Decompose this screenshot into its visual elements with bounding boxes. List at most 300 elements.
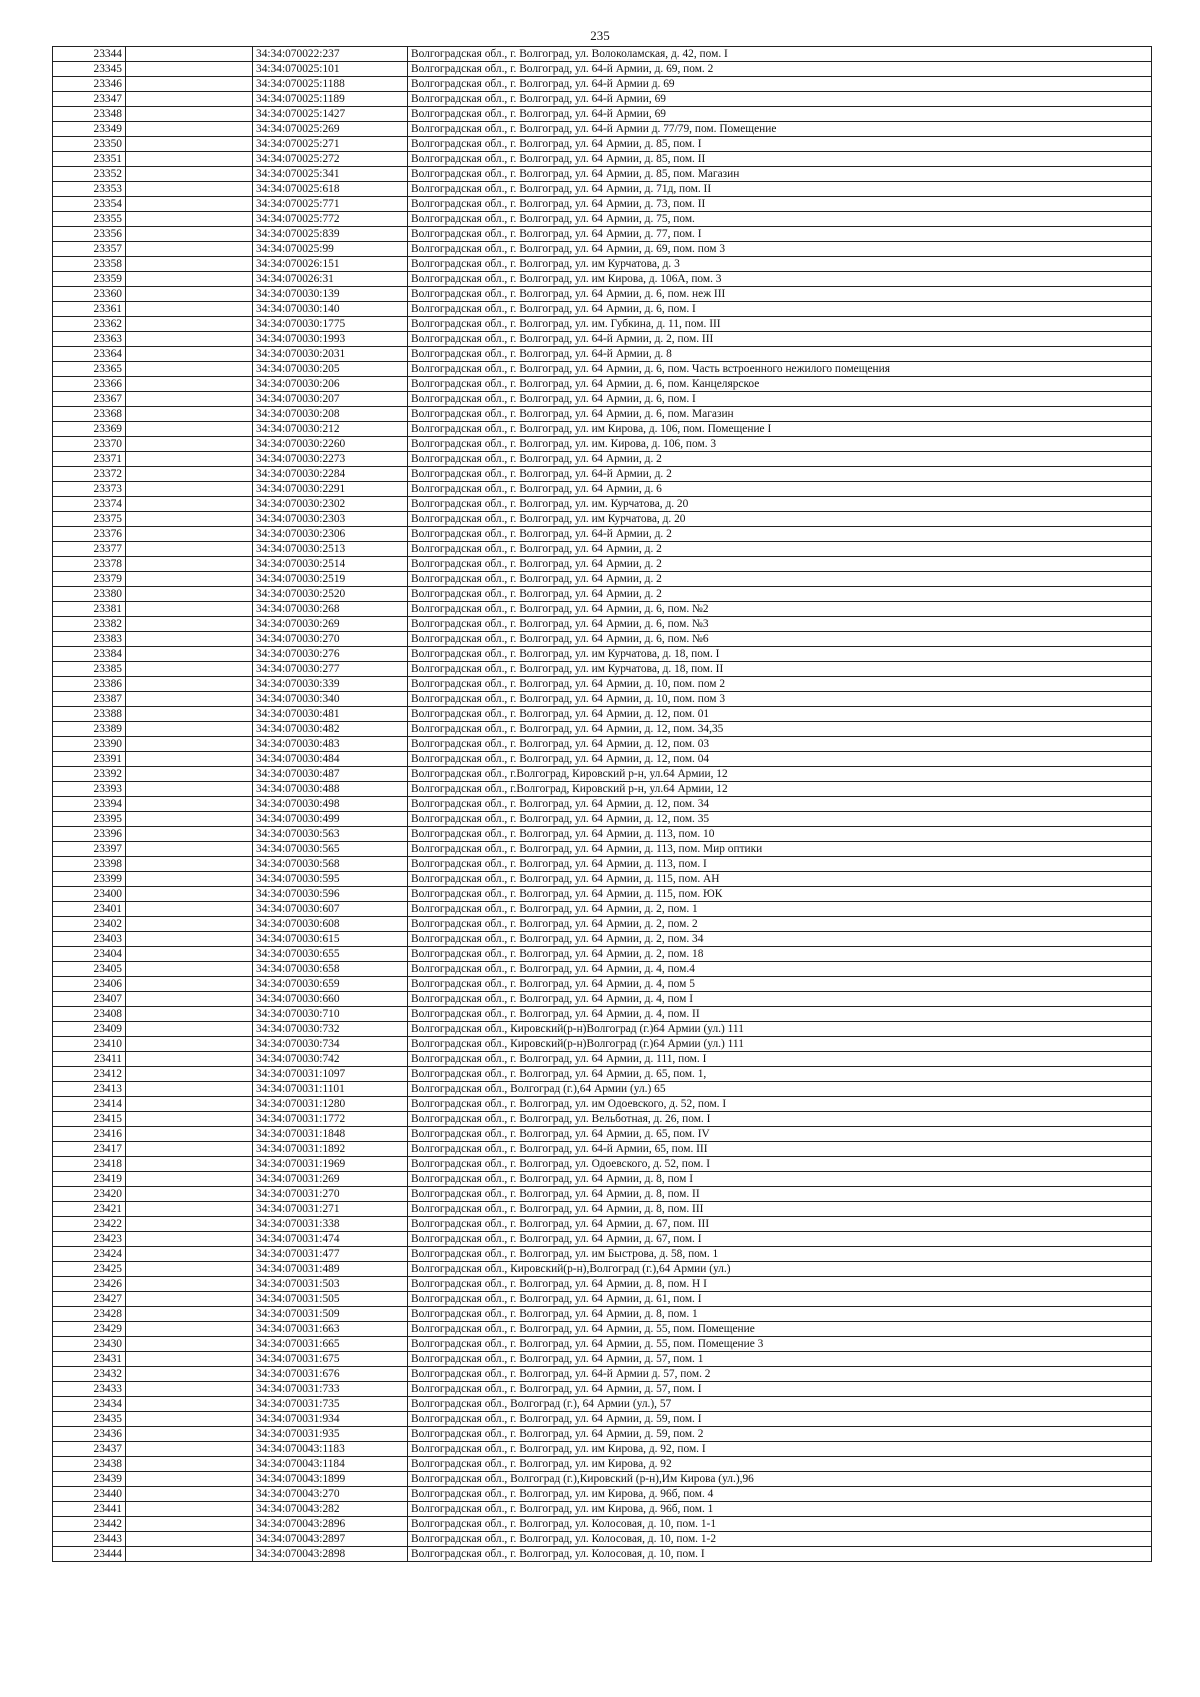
cadastral-number-cell: 34:34:070031:477 — [253, 1247, 408, 1262]
address-cell: Волгоградская обл., г. Волгоград, ул. 64 Армии, д. 2, пом. 2 — [408, 917, 1152, 932]
table-row — [53, 47, 1152, 62]
cadastral-number-cell: 34:34:070031:733 — [253, 1382, 408, 1397]
row-number-cell: 23388 — [53, 707, 126, 722]
cadastral-number-cell: 34:34:070030:207 — [253, 392, 408, 407]
table-row — [53, 1172, 1152, 1187]
cadastral-number-cell: 34:34:070031:505 — [253, 1292, 408, 1307]
table-row — [53, 362, 1152, 377]
empty-cell — [126, 842, 253, 857]
row-number-cell: 23369 — [53, 422, 126, 437]
empty-cell — [126, 1532, 253, 1547]
address-cell: Волгоградская обл., г. Волгоград, ул. 64 Армии, д. 85, пом. II — [408, 152, 1152, 167]
address-cell: Волгоградская обл., г. Волгоград, ул. 64 Армии, д. 10, пом. пом 3 — [408, 692, 1152, 707]
row-number-cell: 23404 — [53, 947, 126, 962]
row-number-cell: 23380 — [53, 587, 126, 602]
address-cell: Волгоградская обл., г. Волгоград, ул. им Кирова, д. 106А, пом. 3 — [408, 272, 1152, 287]
row-number-cell: 23350 — [53, 137, 126, 152]
table-row — [53, 137, 1152, 152]
table-row — [53, 797, 1152, 812]
row-number-cell: 23434 — [53, 1397, 126, 1412]
row-number-cell: 23417 — [53, 1142, 126, 1157]
empty-cell — [126, 707, 253, 722]
row-number-cell: 23347 — [53, 92, 126, 107]
cadastral-number-cell: 34:34:070025:618 — [253, 182, 408, 197]
address-cell: Волгоградская обл., г. Волгоград, ул. им. Губкина, д. 11, пом. III — [408, 317, 1152, 332]
empty-cell — [126, 572, 253, 587]
table-row — [53, 1247, 1152, 1262]
row-number-cell: 23375 — [53, 512, 126, 527]
table-row — [53, 1037, 1152, 1052]
table-row — [53, 1472, 1152, 1487]
address-cell: Волгоградская обл., г. Волгоград, ул. им Кирова, д. 92 — [408, 1457, 1152, 1472]
cadastral-number-cell: 34:34:070026:31 — [253, 272, 408, 287]
row-number-cell: 23413 — [53, 1082, 126, 1097]
table-row — [53, 1547, 1152, 1562]
address-cell: Волгоградская обл., г. Волгоград, ул. 64 Армии, д. 6, пом. неж III — [408, 287, 1152, 302]
empty-cell — [126, 467, 253, 482]
address-cell: Волгоградская обл., г. Волгоград, ул. 64 Армии, д. 2, пом. 1 — [408, 902, 1152, 917]
empty-cell — [126, 962, 253, 977]
row-number-cell: 23349 — [53, 122, 126, 137]
table-row — [53, 437, 1152, 452]
table-row — [53, 62, 1152, 77]
cadastral-number-cell: 34:34:070043:2896 — [253, 1517, 408, 1532]
address-cell: Волгоградская обл., г. Волгоград, ул. 64 Армии, д. 55, пом. Помещение 3 — [408, 1337, 1152, 1352]
address-cell: Волгоградская обл., г. Волгоград, ул. им. Кирова, д. 106, пом. 3 — [408, 437, 1152, 452]
row-number-cell: 23401 — [53, 902, 126, 917]
cadastral-number-cell: 34:34:070030:340 — [253, 692, 408, 707]
empty-cell — [126, 1037, 253, 1052]
empty-cell — [126, 1517, 253, 1532]
cadastral-number-cell: 34:34:070031:489 — [253, 1262, 408, 1277]
table-row — [53, 932, 1152, 947]
cadastral-number-cell: 34:34:070025:772 — [253, 212, 408, 227]
table-row — [53, 92, 1152, 107]
empty-cell — [126, 677, 253, 692]
table-row — [53, 662, 1152, 677]
empty-cell — [126, 602, 253, 617]
empty-cell — [126, 1082, 253, 1097]
row-number-cell: 23414 — [53, 1097, 126, 1112]
table-row — [53, 332, 1152, 347]
empty-cell — [126, 542, 253, 557]
table-row — [53, 1217, 1152, 1232]
table-row — [53, 152, 1152, 167]
address-cell: Волгоградская обл., г. Волгоград, ул. 64 Армии, д. 4, пом.4 — [408, 962, 1152, 977]
cadastral-number-cell: 34:34:070030:2031 — [253, 347, 408, 362]
row-number-cell: 23419 — [53, 1172, 126, 1187]
page-number: 235 — [590, 28, 610, 43]
row-number-cell: 23379 — [53, 572, 126, 587]
empty-cell — [126, 1217, 253, 1232]
address-cell: Волгоградская обл., г. Волгоград, ул. 64 Армии, д. 4, пом 5 — [408, 977, 1152, 992]
table-row — [53, 527, 1152, 542]
row-number-cell: 23444 — [53, 1547, 126, 1562]
table-row — [53, 182, 1152, 197]
row-number-cell: 23348 — [53, 107, 126, 122]
table-row — [53, 692, 1152, 707]
row-number-cell: 23390 — [53, 737, 126, 752]
address-cell: Волгоградская обл., г. Волгоград, ул. 64 Армии, д. 8, пом. II — [408, 1187, 1152, 1202]
row-number-cell: 23358 — [53, 257, 126, 272]
address-cell: Волгоградская обл., г. Волгоград, ул. им Курчатова, д. 18, пом. I — [408, 647, 1152, 662]
address-cell: Волгоградская обл., Волгоград (г.),Кировский (р-н),Им Кирова (ул.),96 — [408, 1472, 1152, 1487]
cadastral-number-cell: 34:34:070030:339 — [253, 677, 408, 692]
empty-cell — [126, 1277, 253, 1292]
table-row — [53, 407, 1152, 422]
row-number-cell: 23363 — [53, 332, 126, 347]
cadastral-number-cell: 34:34:070030:206 — [253, 377, 408, 392]
table-row — [53, 677, 1152, 692]
empty-cell — [126, 1262, 253, 1277]
address-cell: Волгоградская обл., г. Волгоград, ул. 64 Армии, д. 6, пом. №2 — [408, 602, 1152, 617]
cadastral-number-cell: 34:34:070031:1280 — [253, 1097, 408, 1112]
row-number-cell: 23362 — [53, 317, 126, 332]
cadastral-number-cell: 34:34:070030:276 — [253, 647, 408, 662]
table-row — [53, 1487, 1152, 1502]
table-row — [53, 242, 1152, 257]
row-number-cell: 23410 — [53, 1037, 126, 1052]
address-cell: Волгоградская обл., г. Волгоград, ул. 64 Армии, д. 8, пом. 1 — [408, 1307, 1152, 1322]
row-number-cell: 23382 — [53, 617, 126, 632]
empty-cell — [126, 1397, 253, 1412]
empty-cell — [126, 812, 253, 827]
cadastral-number-cell: 34:34:070030:270 — [253, 632, 408, 647]
empty-cell — [126, 437, 253, 452]
cadastral-number-cell: 34:34:070030:615 — [253, 932, 408, 947]
table-row — [53, 1022, 1152, 1037]
cadastral-number-cell: 34:34:070031:338 — [253, 1217, 408, 1232]
table-row — [53, 1067, 1152, 1082]
table-row — [53, 227, 1152, 242]
row-number-cell: 23389 — [53, 722, 126, 737]
table-row — [53, 1142, 1152, 1157]
cadastral-number-cell: 34:34:070031:663 — [253, 1322, 408, 1337]
empty-cell — [126, 1382, 253, 1397]
row-number-cell: 23356 — [53, 227, 126, 242]
row-number-cell: 23433 — [53, 1382, 126, 1397]
row-number-cell: 23359 — [53, 272, 126, 287]
table-row — [53, 887, 1152, 902]
empty-cell — [126, 212, 253, 227]
empty-cell — [126, 872, 253, 887]
cadastral-number-cell: 34:34:070030:596 — [253, 887, 408, 902]
empty-cell — [126, 77, 253, 92]
row-number-cell: 23415 — [53, 1112, 126, 1127]
address-cell: Волгоградская обл., г. Волгоград, ул. 64 Армии, д. 10, пом. пом 2 — [408, 677, 1152, 692]
row-number-cell: 23366 — [53, 377, 126, 392]
address-cell: Волгоградская обл., г. Волгоград, ул. 64 Армии, д. 111, пом. I — [408, 1052, 1152, 1067]
address-cell: Волгоградская обл., г. Волгоград, ул. им Курчатова, д. 3 — [408, 257, 1152, 272]
table-row — [53, 452, 1152, 467]
empty-cell — [126, 512, 253, 527]
cadastral-number-cell: 34:34:070030:568 — [253, 857, 408, 872]
table-row — [53, 1412, 1152, 1427]
empty-cell — [126, 1157, 253, 1172]
table-row — [53, 347, 1152, 362]
empty-cell — [126, 752, 253, 767]
table-row — [53, 977, 1152, 992]
table-row — [53, 1127, 1152, 1142]
cadastral-number-cell: 34:34:070025:272 — [253, 152, 408, 167]
table-row — [53, 512, 1152, 527]
empty-cell — [126, 1232, 253, 1247]
address-cell: Волгоградская обл., г. Волгоград, ул. 64-й Армии, 65, пом. III — [408, 1142, 1152, 1157]
address-cell: Волгоградская обл., г. Волгоград, ул. 64 Армии, д. 12, пом. 34 — [408, 797, 1152, 812]
cadastral-number-cell: 34:34:070030:658 — [253, 962, 408, 977]
cadastral-number-cell: 34:34:070031:1969 — [253, 1157, 408, 1172]
cadastral-number-cell: 34:34:070022:237 — [253, 47, 408, 62]
address-cell: Волгоградская обл., г. Волгоград, ул. Одоевского, д. 52, пом. I — [408, 1157, 1152, 1172]
cadastral-number-cell: 34:34:070030:1993 — [253, 332, 408, 347]
row-number-cell: 23411 — [53, 1052, 126, 1067]
address-cell: Волгоградская обл., г. Волгоград, ул. 64 Армии, д. 65, пом. 1, — [408, 1067, 1152, 1082]
row-number-cell: 23353 — [53, 182, 126, 197]
table-row — [53, 707, 1152, 722]
table-row — [53, 1322, 1152, 1337]
cadastral-number-cell: 34:34:070025:341 — [253, 167, 408, 182]
cadastral-number-cell: 34:34:070025:271 — [253, 137, 408, 152]
row-number-cell: 23441 — [53, 1502, 126, 1517]
row-number-cell: 23431 — [53, 1352, 126, 1367]
address-cell: Волгоградская обл., г. Волгоград, ул. им Кирова, д. 96б, пом. 4 — [408, 1487, 1152, 1502]
address-cell: Волгоградская обл., г. Волгоград, ул. Вельботная, д. 26, пом. I — [408, 1112, 1152, 1127]
row-number-cell: 23439 — [53, 1472, 126, 1487]
cadastral-number-cell: 34:34:070030:212 — [253, 422, 408, 437]
cadastral-number-cell: 34:34:070031:1772 — [253, 1112, 408, 1127]
row-number-cell: 23384 — [53, 647, 126, 662]
address-cell: Волгоградская обл., г. Волгоград, ул. 64 Армии, д. 2 — [408, 452, 1152, 467]
empty-cell — [126, 1427, 253, 1442]
cadastral-number-cell: 34:34:070031:503 — [253, 1277, 408, 1292]
cadastral-number-cell: 34:34:070030:595 — [253, 872, 408, 887]
table-row — [53, 542, 1152, 557]
empty-cell — [126, 197, 253, 212]
empty-cell — [126, 1202, 253, 1217]
empty-cell — [126, 557, 253, 572]
address-cell: Волгоградская обл., г. Волгоград, ул. 64 Армии, д. 12, пом. 01 — [408, 707, 1152, 722]
table-row — [53, 392, 1152, 407]
row-number-cell: 23440 — [53, 1487, 126, 1502]
table-row — [53, 857, 1152, 872]
table-row — [53, 947, 1152, 962]
empty-cell — [126, 362, 253, 377]
address-cell: Волгоградская обл., г. Волгоград, ул. им Быстрова, д. 58, пом. 1 — [408, 1247, 1152, 1262]
table-row — [53, 722, 1152, 737]
address-cell: Волгоградская обл., г. Волгоград, ул. 64-й Армии д. 57, пом. 2 — [408, 1367, 1152, 1382]
table-row — [53, 782, 1152, 797]
address-cell: Волгоградская обл., г. Волгоград, ул. 64 Армии, д. 4, пом I — [408, 992, 1152, 1007]
empty-cell — [126, 107, 253, 122]
cadastral-number-cell: 34:34:070030:483 — [253, 737, 408, 752]
empty-cell — [126, 1112, 253, 1127]
empty-cell — [126, 902, 253, 917]
table-row — [53, 602, 1152, 617]
table-row — [53, 212, 1152, 227]
cadastral-number-cell: 34:34:070030:2273 — [253, 452, 408, 467]
row-number-cell: 23399 — [53, 872, 126, 887]
address-cell: Волгоградская обл., г. Волгоград, ул. 64 Армии, д. 2, пом. 18 — [408, 947, 1152, 962]
cadastral-number-cell: 34:34:070030:660 — [253, 992, 408, 1007]
table-row — [53, 1427, 1152, 1442]
address-cell: Волгоградская обл., г. Волгоград, ул. 64 Армии, д. 6, пом. Канцелярское — [408, 377, 1152, 392]
cadastral-number-cell: 34:34:070030:2303 — [253, 512, 408, 527]
address-cell: Волгоградская обл., г. Волгоград, ул. 64 Армии, д. 8, пом. III — [408, 1202, 1152, 1217]
address-cell: Волгоградская обл., г. Волгоград, ул. 64 Армии, д. 12, пом. 04 — [408, 752, 1152, 767]
address-cell: Волгоградская обл., г. Волгоград, ул. 64 Армии, д. 61, пом. I — [408, 1292, 1152, 1307]
row-number-cell: 23396 — [53, 827, 126, 842]
address-cell: Волгоградская обл., г. Волгоград, ул. 64 Армии, д. 73, пом. II — [408, 197, 1152, 212]
table-row — [53, 77, 1152, 92]
address-cell: Волгоградская обл., г. Волгоград, ул. 64 Армии, д. 75, пом. — [408, 212, 1152, 227]
address-cell: Волгоградская обл., г. Волгоград, ул. 64-й Армии, 69 — [408, 107, 1152, 122]
address-cell: Волгоградская обл., г. Волгоград, ул. им Кирова, д. 96б, пом. 1 — [408, 1502, 1152, 1517]
table-row — [53, 377, 1152, 392]
address-cell: Волгоградская обл., г. Волгоград, ул. 64 Армии, д. 59, пом. 2 — [408, 1427, 1152, 1442]
empty-cell — [126, 617, 253, 632]
empty-cell — [126, 452, 253, 467]
empty-cell — [126, 767, 253, 782]
empty-cell — [126, 932, 253, 947]
cadastral-number-cell: 34:34:070030:659 — [253, 977, 408, 992]
address-cell: Волгоградская обл., г. Волгоград, ул. 64 Армии, д. 8, пом I — [408, 1172, 1152, 1187]
cadastral-number-cell: 34:34:070025:101 — [253, 62, 408, 77]
cadastral-number-cell: 34:34:070031:271 — [253, 1202, 408, 1217]
empty-cell — [126, 1142, 253, 1157]
address-cell: Волгоградская обл., г. Волгоград, ул. 64 Армии, д. 113, пом. 10 — [408, 827, 1152, 842]
table-row — [53, 632, 1152, 647]
cadastral-number-cell: 34:34:070043:2898 — [253, 1547, 408, 1562]
row-number-cell: 23412 — [53, 1067, 126, 1082]
table-row — [53, 1532, 1152, 1547]
empty-cell — [126, 1007, 253, 1022]
table-row — [53, 902, 1152, 917]
table-row — [53, 1082, 1152, 1097]
row-number-cell: 23377 — [53, 542, 126, 557]
row-number-cell: 23400 — [53, 887, 126, 902]
table-row — [53, 497, 1152, 512]
cadastral-number-cell: 34:34:070031:934 — [253, 1412, 408, 1427]
address-cell: Волгоградская обл., г. Волгоград, ул. 64 Армии, д. 67, пом. III — [408, 1217, 1152, 1232]
empty-cell — [126, 407, 253, 422]
empty-cell — [126, 302, 253, 317]
address-cell: Волгоградская обл., г. Волгоград, ул. 64 Армии, д. 6, пом. I — [408, 392, 1152, 407]
row-number-cell: 23436 — [53, 1427, 126, 1442]
address-cell: Волгоградская обл., г. Волгоград, ул. 64 Армии, д. 77, пом. I — [408, 227, 1152, 242]
cadastral-number-cell: 34:34:070030:607 — [253, 902, 408, 917]
cadastral-number-cell: 34:34:070026:151 — [253, 257, 408, 272]
empty-cell — [126, 317, 253, 332]
table-row — [53, 827, 1152, 842]
cadastral-number-cell: 34:34:070043:1899 — [253, 1472, 408, 1487]
table-row — [53, 1097, 1152, 1112]
empty-cell — [126, 242, 253, 257]
table-row — [53, 197, 1152, 212]
cadastral-number-cell: 34:34:070030:488 — [253, 782, 408, 797]
address-cell: Волгоградская обл., г. Волгоград, ул. 64-й Армии д. 77/79, пом. Помещение — [408, 122, 1152, 137]
empty-cell — [126, 692, 253, 707]
table-row — [53, 737, 1152, 752]
row-number-cell: 23427 — [53, 1292, 126, 1307]
row-number-cell: 23385 — [53, 662, 126, 677]
row-number-cell: 23395 — [53, 812, 126, 827]
address-cell: Волгоградская обл., г. Волгоград, ул. 64-й Армии, д. 8 — [408, 347, 1152, 362]
table-row — [53, 107, 1152, 122]
cadastral-number-cell: 34:34:070030:1775 — [253, 317, 408, 332]
cadastral-number-cell: 34:34:070025:1427 — [253, 107, 408, 122]
row-number-cell: 23392 — [53, 767, 126, 782]
empty-cell — [126, 977, 253, 992]
empty-cell — [126, 857, 253, 872]
table-row — [53, 1352, 1152, 1367]
cadastral-number-cell: 34:34:070030:2514 — [253, 557, 408, 572]
row-number-cell: 23420 — [53, 1187, 126, 1202]
row-number-cell: 23387 — [53, 692, 126, 707]
address-cell: Волгоградская обл., г. Волгоград, ул. 64 Армии, д. 59, пом. I — [408, 1412, 1152, 1427]
row-number-cell: 23360 — [53, 287, 126, 302]
cadastral-number-cell: 34:34:070043:1183 — [253, 1442, 408, 1457]
address-cell: Волгоградская обл., г. Волгоград, ул. 64 Армии, д. 85, пом. Магазин — [408, 167, 1152, 182]
address-cell: Волгоградская обл., г. Волгоград, ул. 64-й Армии, д. 2 — [408, 467, 1152, 482]
table-row — [53, 1307, 1152, 1322]
row-number-cell: 23345 — [53, 62, 126, 77]
table-row — [53, 257, 1152, 272]
row-number-cell: 23409 — [53, 1022, 126, 1037]
cadastral-number-cell: 34:34:070030:734 — [253, 1037, 408, 1052]
address-cell: Волгоградская обл., г. Волгоград, ул. 64 Армии, д. 113, пом. I — [408, 857, 1152, 872]
empty-cell — [126, 1337, 253, 1352]
row-number-cell: 23428 — [53, 1307, 126, 1322]
cadastral-number-cell: 34:34:070030:208 — [253, 407, 408, 422]
table-row — [53, 1457, 1152, 1472]
row-number-cell: 23365 — [53, 362, 126, 377]
cadastral-number-cell: 34:34:070030:742 — [253, 1052, 408, 1067]
cadastral-number-cell: 34:34:070030:277 — [253, 662, 408, 677]
empty-cell — [126, 47, 253, 62]
row-number-cell: 23381 — [53, 602, 126, 617]
row-number-cell: 23430 — [53, 1337, 126, 1352]
empty-cell — [126, 992, 253, 1007]
cadastral-number-cell: 34:34:070030:2302 — [253, 497, 408, 512]
empty-cell — [126, 587, 253, 602]
row-number-cell: 23357 — [53, 242, 126, 257]
table-row — [53, 752, 1152, 767]
row-number-cell: 23391 — [53, 752, 126, 767]
table-row — [53, 617, 1152, 632]
address-cell: Волгоградская обл., г. Волгоград, ул. 64 Армии, д. 12, пом. 34,35 — [408, 722, 1152, 737]
cadastral-number-cell: 34:34:070030:2520 — [253, 587, 408, 602]
table-row — [53, 1502, 1152, 1517]
cadastral-number-cell: 34:34:070031:270 — [253, 1187, 408, 1202]
address-cell: Волгоградская обл., Волгоград (г.), 64 Армии (ул.), 57 — [408, 1397, 1152, 1412]
cadastral-number-cell: 34:34:070030:2513 — [253, 542, 408, 557]
address-cell: Волгоградская обл., г. Волгоград, ул. Колосовая, д. 10, пом. 1-2 — [408, 1532, 1152, 1547]
empty-cell — [126, 332, 253, 347]
registry-table — [52, 46, 1152, 1562]
address-cell: Волгоградская обл., г. Волгоград, ул. 64-й Армии, д. 2, пом. III — [408, 332, 1152, 347]
cadastral-number-cell: 34:34:070030:268 — [253, 602, 408, 617]
cadastral-number-cell: 34:34:070030:2306 — [253, 527, 408, 542]
empty-cell — [126, 1187, 253, 1202]
empty-cell — [126, 632, 253, 647]
empty-cell — [126, 167, 253, 182]
table-row — [53, 587, 1152, 602]
table-row — [53, 167, 1152, 182]
row-number-cell: 23418 — [53, 1157, 126, 1172]
address-cell: Волгоградская обл., г. Волгоград, ул. 64-й Армии д. 69 — [408, 77, 1152, 92]
address-cell: Волгоградская обл., г. Волгоград, ул. 64 Армии, д. 6, пом. №6 — [408, 632, 1152, 647]
row-number-cell: 23407 — [53, 992, 126, 1007]
